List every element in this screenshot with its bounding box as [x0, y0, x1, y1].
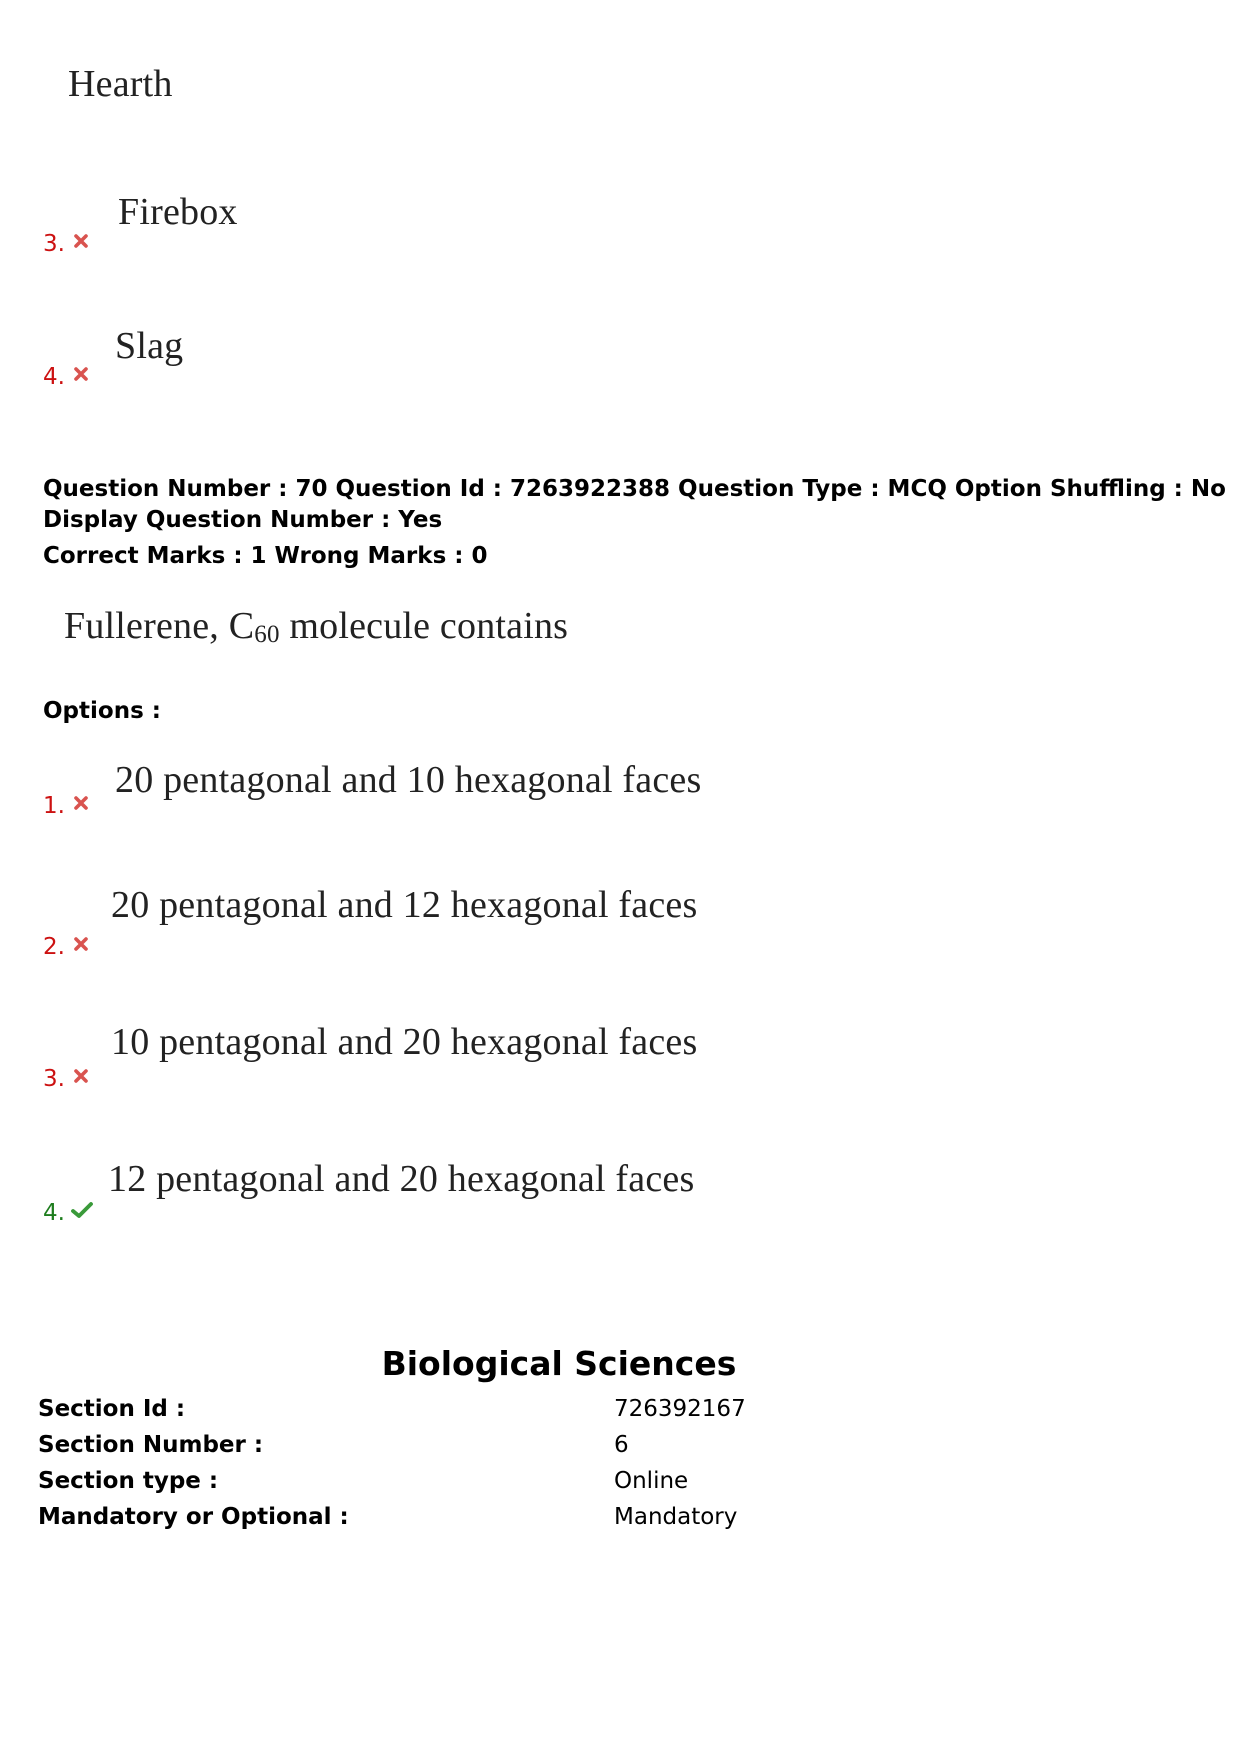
section-number-label: Section Number : [38, 1432, 264, 1458]
question-display-number: Display Question Number : Yes [43, 507, 443, 533]
cross-icon [73, 233, 89, 249]
cross-icon [73, 795, 89, 811]
option-number: 3. [43, 231, 65, 257]
stem-prefix: Fullerene, C [64, 605, 255, 647]
section-number-value: 6 [614, 1432, 629, 1458]
option-number: 4. [43, 364, 65, 390]
check-icon [71, 1201, 93, 1219]
cross-icon [73, 366, 89, 382]
option-number: 1. [43, 793, 65, 819]
option-1-marker [43, 793, 89, 819]
option-number: 2. [43, 934, 65, 960]
section-id-label: Section Id : [38, 1396, 186, 1422]
option-3-text: 10 pentagonal and 20 hexagonal faces [111, 1021, 698, 1063]
section-type-value: Online [614, 1468, 689, 1494]
prev-option-4-marker [43, 364, 89, 390]
prev-option-text-partial: Hearth [68, 63, 173, 105]
option-2-marker [43, 934, 89, 960]
question-meta-line: Question Number : 70 Question Id : 7263922388 Question Type : MCQ Option Shuffling : No [43, 476, 1226, 502]
cross-icon [73, 1068, 89, 1084]
section-mandatory-label: Mandatory or Optional : [38, 1504, 349, 1530]
stem-subscript: 60 [254, 621, 280, 648]
section-id-value: 726392167 [614, 1396, 746, 1422]
section-title: Biological Sciences [381, 1344, 737, 1383]
section-mandatory-value: Mandatory [614, 1504, 738, 1530]
prev-option-3-marker [43, 231, 89, 257]
option-4-marker [43, 1200, 93, 1226]
options-label: Options : [43, 698, 161, 724]
cross-icon [73, 936, 89, 952]
section-type-label: Section type : [38, 1468, 219, 1494]
question-marks: Correct Marks : 1 Wrong Marks : 0 [43, 543, 488, 569]
prev-option-4-text: Slag [115, 325, 184, 367]
option-4-text: 12 pentagonal and 20 hexagonal faces [108, 1158, 695, 1200]
option-1-text: 20 pentagonal and 10 hexagonal faces [115, 759, 702, 801]
stem-suffix: molecule contains [279, 605, 569, 647]
question-stem [64, 604, 568, 649]
option-number: 3. [43, 1066, 65, 1092]
option-number: 4. [43, 1200, 65, 1226]
option-2-text: 20 pentagonal and 12 hexagonal faces [111, 884, 698, 926]
prev-option-3-text: Firebox [118, 191, 238, 233]
option-3-marker [43, 1066, 89, 1092]
